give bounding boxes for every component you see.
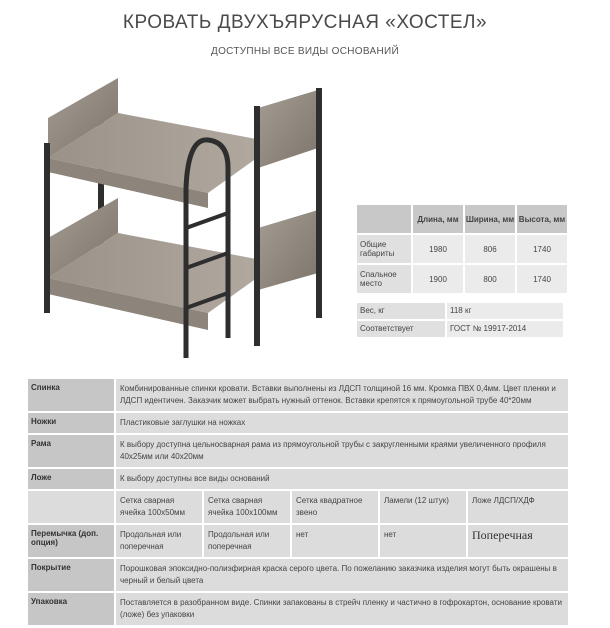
table-row: [28, 379, 568, 411]
lozhe-label: Ложе: [28, 469, 114, 489]
pokrytie-label: Покрытие: [28, 559, 114, 591]
sleeping-height: 1740: [517, 265, 567, 293]
peremychka-option: Продольная или поперечная: [116, 525, 202, 557]
row-label-overall: Общие габариты: [357, 235, 411, 263]
header-length: Длина, мм: [413, 205, 463, 233]
bunk-bed-image: [28, 68, 348, 368]
weight-row: [357, 303, 563, 319]
overall-width: 806: [465, 235, 515, 263]
page-title: КРОВАТЬ ДВУХЪЯРУСНАЯ «ХОСТЕЛ»: [122, 12, 488, 33]
peremychka-option: Продольная или поперечная: [204, 525, 290, 557]
spinka-text: Комбинированные спинки кровати. Вставки выполнены из ЛДСП толщиной 16 мм. Кромка ПВХ 0,4мм. Цвет пленки и ЛДСП идентичен. Заказчик может выбрать нужный оттенок. Вставки крепятся к прямоугольной трубе 40*20мм: [116, 379, 568, 411]
standard-value: ГОСТ № 19917-2014: [447, 321, 563, 337]
peremychka-option: нет: [380, 525, 466, 557]
table-row: [28, 525, 568, 557]
lozhe-text: К выбору доступны все виды оснований: [116, 469, 568, 489]
nozhki-text: Пластиковые заглушки на ножках: [116, 413, 568, 433]
spinka-label: Спинка: [28, 379, 114, 411]
nozhki-label: Ножки: [28, 413, 114, 433]
lozhe-option: Сетка сварная ячейка 100х50мм: [116, 491, 202, 523]
lozhe-option: Ламели (12 штук): [380, 491, 466, 523]
sleeping-width: 800: [465, 265, 515, 293]
sleeping-length: 1900: [413, 265, 463, 293]
upakovka-text: Поставляется в разобранном виде. Спинки запакованы в стрейч пленку и частично в гофрокартон, основание кровати (ложе) без упаковки: [116, 593, 568, 625]
table-row: [28, 435, 568, 467]
dimensions-table: [355, 203, 569, 295]
lozhe-option: Сетка квадратное звено: [292, 491, 378, 523]
header-height: Высота, мм: [517, 205, 567, 233]
table-row: [28, 413, 568, 433]
standard-label: Соответствует: [357, 321, 445, 337]
weight-label: Вес, кг: [357, 303, 445, 319]
lozhe-option: Сетка сварная ячейка 100х100мм: [204, 491, 290, 523]
overall-length: 1980: [413, 235, 463, 263]
peremychka-option: Поперечная: [468, 525, 568, 557]
table-row: [28, 491, 568, 523]
weight-value: 118 кг: [447, 303, 563, 319]
upakovka-label: Упаковка: [28, 593, 114, 625]
lozhe-options: [116, 491, 568, 523]
rama-text: К выбору доступна цельносварная рама из прямоугольной трубы с закругленными краями увеличенного профиля 40х25мм или 40х20мм: [116, 435, 568, 467]
table-row: [28, 559, 568, 591]
rama-label: Рама: [28, 435, 114, 467]
page-subtitle: ДОСТУПНЫ ВСЕ ВИДЫ ОСНОВАНИЙ: [211, 46, 399, 57]
table-row: [28, 469, 568, 489]
peremychka-option: нет: [292, 525, 378, 557]
lozhe-option: Ложе ЛДСП/ХДФ: [468, 491, 568, 523]
table-row: [28, 593, 568, 625]
lozhe-options-spacer: [28, 491, 114, 523]
pokrytie-text: Порошковая эпоксидно-полиэфирная краска серого цвета. По пожеланию заказчика изделия могут быть окрашены в черный и белый цвета: [116, 559, 568, 591]
peremychka-label: Перемычка (доп. опция): [28, 525, 114, 557]
table-corner: [357, 205, 411, 233]
standard-row: [357, 321, 563, 337]
row-label-sleeping: Спальное место: [357, 265, 411, 293]
overall-height: 1740: [517, 235, 567, 263]
details-table: [28, 379, 568, 627]
peremychka-options: [116, 525, 568, 557]
header-width: Ширина, мм: [465, 205, 515, 233]
